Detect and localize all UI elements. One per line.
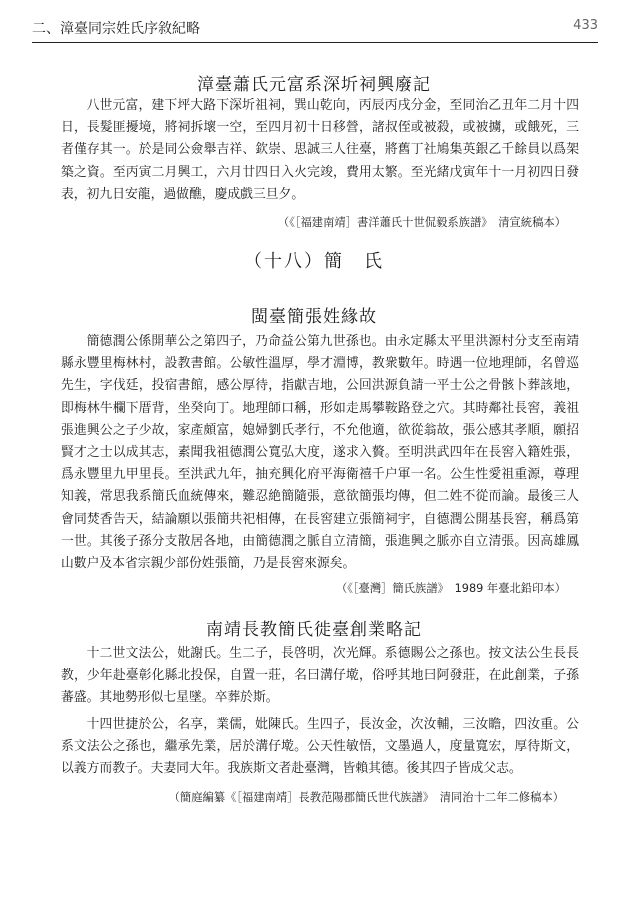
source-citation-jian-zhang: （《［臺灣］簡氏族譜》 1989 年臺北鉛印本） [335, 582, 566, 595]
article-title-changjiao: 南靖長教簡氏徙臺創業略記 [206, 620, 422, 640]
article-body-changjiao-1: 十二世文法公，妣謝氏。生二子，長啓明，次光輝。系德賜公之孫也。按文法公生長長教，少年赴臺彰化縣北投保，自置一莊，名曰溝仔墘，俗呼其地曰阿發莊，在此創業，子孫蕃盛。其地勢形似七星墜。卒葬於斯。 [61, 646, 579, 706]
article-body-changjiao-2: 十四世捷於公，名享，業儒，妣陳氏。生四子，長汝金，次汝輔，三汝瞻，四汝重。公系文法公之孫也，繼承先業，居於溝仔墘。公天性敏悟，文墨過人，度量寬宏，厚待斯文，以義方而教子。夫妻同大年。我族斯文者赴臺灣，皆賴其德。後其四子皆成父志。 [61, 717, 579, 777]
article-body-jian-zhang: 簡德潤公係開華公之第四子，乃命益公第九世孫也。由永定縣太平里洪源村分支至南靖縣永豐里梅林村，設教書館。公敏性溫厚，學才淵博，教衆數年。時遇一位地理師，名曾巡先生，字伐廷，投宿書館，感公厚待，指獻吉地，公回洪源負請一平士公之骨骸卜葬該地，即梅林牛欄下厝背，坐癸向丁。地理師口稱，形如走馬攀鞍路登之穴。其時鄰社長窖，義祖張進興公之子少故，家產頗富，媳婦劉氏孝行，不允他適，欲從翁故，張公感其孝順，願招賢才之士以成其志，素聞我祖德潤公寬弘大度，遂求入贅。至明洪武四年在長窖入籍姓張，爲永豐里九甲里長。至洪武九年，抽充興化府平海衛禧千户軍一名。公生性愛祖重源，尊理知義，常思我系簡氏血統傳來，難忍絶簡隨張，意欲簡張均傳，但二姓不從而論。最後三人會同焚香告天，結論願以張簡共祀相傳，在長窖建立張簡祠宇，自德潤公開基長窖，稱爲第一世。其後子孫分支散居各地，由簡德潤之脈自立清簡，張進興之脈亦自立清張。因高雄鳳山數户及本省宗親少部份姓張簡，乃是長窖來源矣。 [61, 334, 579, 572]
article-title-xiao: 漳臺蕭氏元富系深圻祠興廢記 [197, 75, 431, 95]
running-header-title: 二、漳臺同宗姓氏序敘紀略 [32, 21, 200, 37]
section-heading-jian: （十八）簡 氏 [244, 251, 384, 272]
page-number: 433 [573, 18, 598, 33]
running-header [32, 14, 598, 43]
source-citation-changjiao: （簡庭編纂《［福建南靖］長教范陽郡簡氏世代族譜》 清同治十二年二修稿本） [168, 791, 564, 804]
article-title-jian-zhang: 閩臺簡張姓緣故 [251, 307, 377, 327]
article-body-xiao: 八世元富，建下坪大路下深圻祖祠，巽山乾向，丙辰丙戌分金，至同治乙丑年二月十四日，長髮匪擾境，將祠拆壞一空，至四月初十日移營，諸叔侄或被殺，或被擄，或餓死，三者僅存其一。於是同公僉舉吉祥、欽崇、思誠三人往臺，將舊丁社鳩集英銀乙千餘員以爲架築之資。至丙寅二月興工，六月廿四日入火完竣，費用太繁。至光緒戊寅年十一月初四日發表，初九日安龍，過做醮，慶成戲三旦夕。 [61, 98, 579, 202]
source-citation-xiao: （《［福建南靖］書洋蕭氏十世侃毅系族譜》 清宣統稿本） [277, 216, 566, 229]
